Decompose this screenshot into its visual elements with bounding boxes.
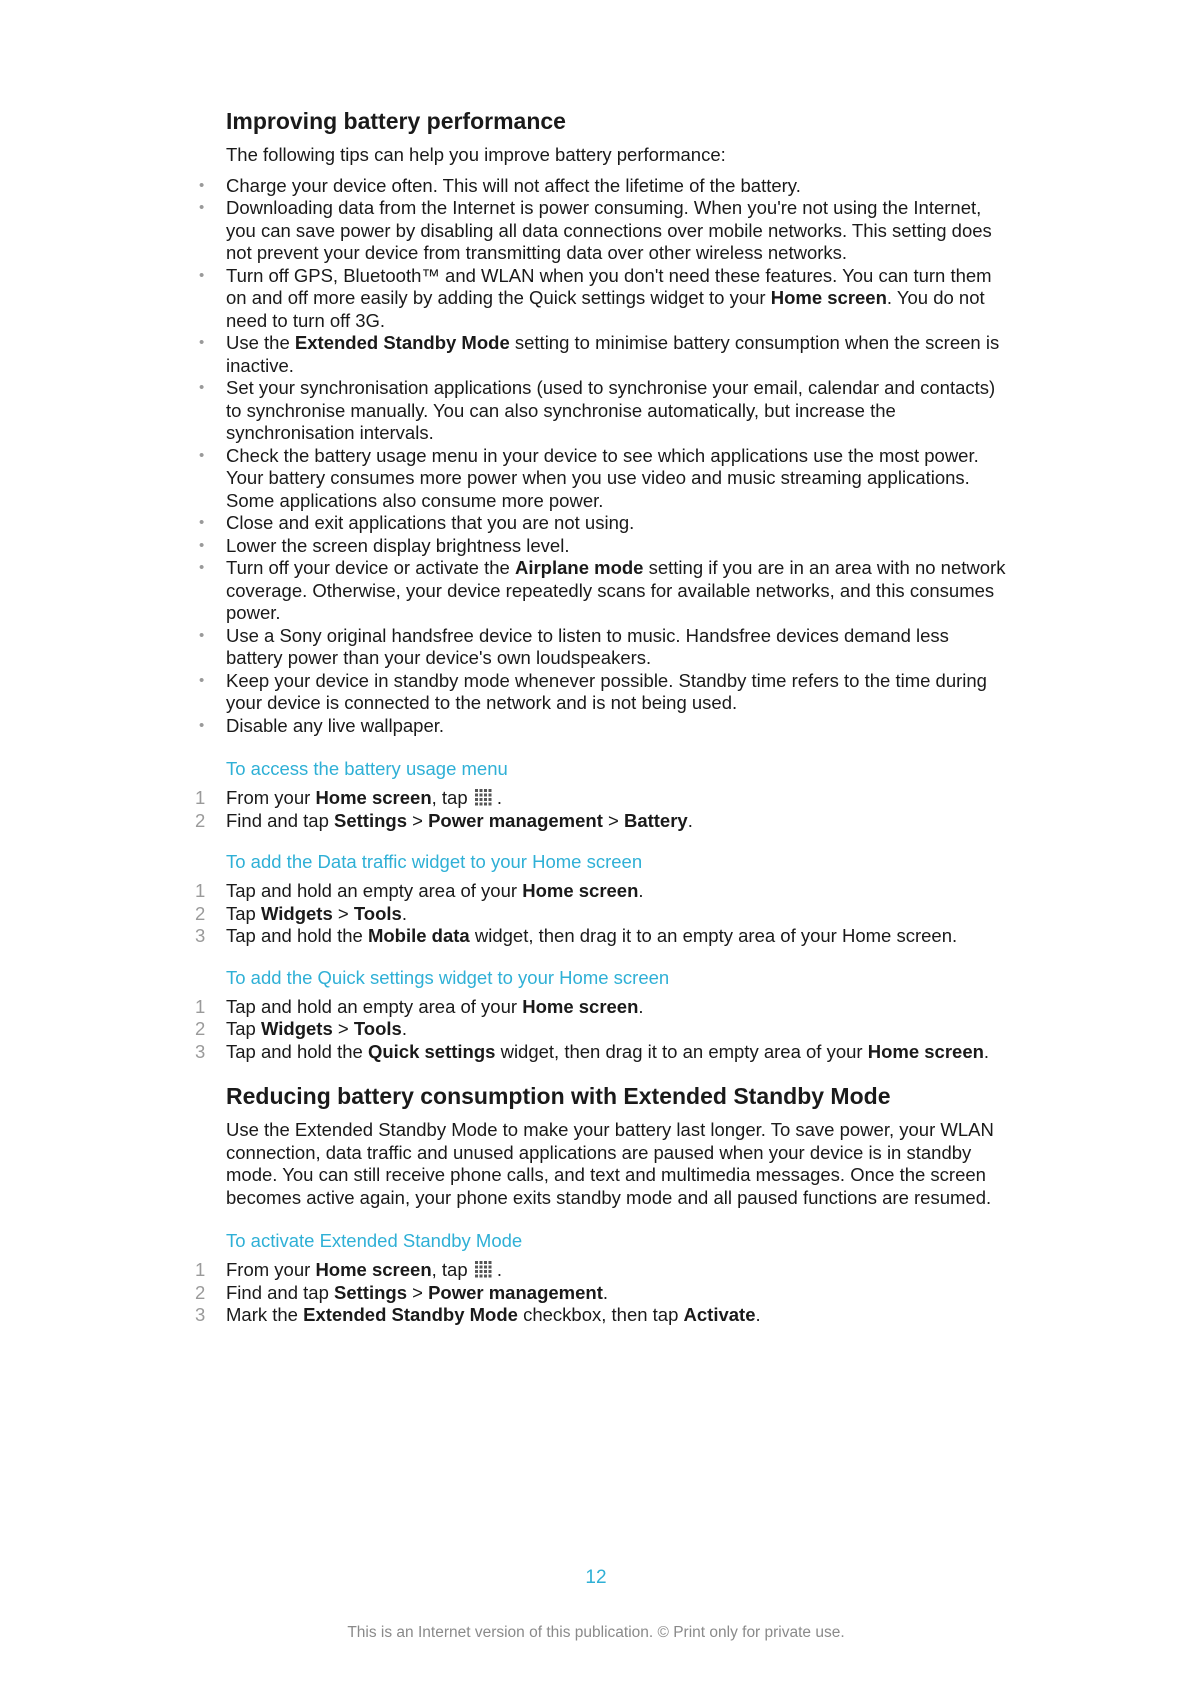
procedure-title-battery-usage: To access the battery usage menu (226, 758, 508, 779)
procedure-steps-quick-settings-widget (195, 995, 1006, 1064)
section-heading-battery-performance: Improving battery performance (226, 108, 566, 134)
step-item: 2 Tap Widgets > Tools. (195, 902, 407, 924)
step-number: 2 (195, 902, 206, 924)
footer-notice: This is an Internet version of this publication. © Print only for private use. (347, 1624, 845, 1641)
step-number: 1 (195, 880, 206, 901)
step-item: 1 Tap and hold an empty area of your Home screen. (195, 995, 644, 1017)
battery-tips-list (199, 174, 1006, 738)
procedure-steps-data-widget (195, 880, 1006, 948)
app-grid-icon (475, 789, 492, 806)
step-number: 3 (195, 1304, 206, 1325)
list-item: • Disable any live wallpaper. (199, 714, 445, 736)
bullet: • (199, 199, 205, 216)
bullet: • (199, 671, 205, 689)
bullet: • (199, 266, 205, 284)
step-number: 3 (195, 925, 206, 946)
list-item: • Use a Sony original handsfree device to listen to music. Handsfree devices demand less battery power than your device's own loudspeakers. (199, 624, 949, 668)
list-item: • Close and exit applications that you are not using. (199, 512, 635, 533)
bullet: • (199, 514, 205, 531)
step-number: 2 (195, 809, 206, 831)
step-number: 3 (195, 1040, 206, 1062)
bullet: • (199, 626, 205, 644)
step-number: 1 (195, 1259, 206, 1280)
procedure-title-quick-settings-widget: To add the Quick settings widget to your Home screen (226, 966, 670, 988)
step-number: 1 (195, 995, 206, 1017)
bullet: • (199, 176, 205, 194)
list-item: • Check the battery usage menu in your device to see which applications use the most power. Your battery consumes more power when you use video and music streaming applications. Some applications also consume more power. (199, 444, 979, 511)
bullet: • (199, 334, 205, 351)
procedure-steps-battery-usage (195, 787, 1006, 832)
procedure-title-data-widget: To add the Data traffic widget to your Home screen (226, 851, 643, 872)
step-item: 1 Tap and hold an empty area of your Home screen. (195, 880, 644, 901)
list-item: • Use the Extended Standby Mode setting to minimise battery consumption when the screen is inactive. (199, 332, 1000, 376)
step-item: 2 Tap Widgets > Tools. (195, 1018, 407, 1039)
step-item: 3 Mark the Extended Standby Mode checkbox, then tap Activate. (195, 1304, 761, 1325)
step-item: 1 From your Home screen, tap . (195, 1259, 503, 1280)
list-item: • Set your synchronisation applications (used to synchronise your email, calendar and contacts) to synchronise manually. You can also synchronise automatically, but increase the synchronisation intervals. (199, 377, 996, 443)
page-content (195, 106, 1006, 1345)
step-item: 1 From your Home screen, tap . (195, 787, 503, 808)
list-item: • Lower the screen display brightness level. (199, 534, 570, 556)
step-item: 2 Find and tap Settings > Power management. (195, 1281, 608, 1303)
bullet: • (199, 559, 205, 576)
procedure-title-activate-standby: To activate Extended Standby Mode (226, 1230, 523, 1251)
app-grid-icon (475, 1261, 492, 1278)
bullet: • (199, 379, 205, 396)
step-item: 2 Find and tap Settings > Power management > Battery. (195, 809, 693, 831)
step-number: 1 (195, 787, 206, 808)
list-item: • Charge your device often. This will not affect the lifetime of the battery. (199, 174, 801, 196)
list-item: • Turn off your device or activate the Airplane mode setting if you are in an area with no network coverage. Otherwise, your device repeatedly scans for available networks, and this consumes power. (199, 557, 1006, 623)
page-number: 12 (585, 1567, 607, 1588)
step-number: 2 (195, 1018, 206, 1039)
bullet: • (199, 446, 205, 464)
section-heading-extended-standby: Reducing battery consumption with Extended Standby Mode (226, 1083, 891, 1109)
section-body-extended-standby: Use the Extended Standby Mode to make your battery last longer. To save power, your WLAN connection, data traffic and unused applications are paused when your device is in standby mode. You can still receive phone calls, and text and multimedia messages. Once the screen becomes active again, your phone exits standby mode and all paused functions are resumed. (226, 1119, 994, 1208)
bullet: • (199, 716, 205, 734)
list-item: • Turn off GPS, Bluetooth™ and WLAN when you don't need these features. You can turn them on and off more easily by adding the Quick settings widget to your Home screen. You do not need to turn off 3G. (199, 264, 992, 331)
step-item: 3 Tap and hold the Mobile data widget, then drag it to an empty area of your Home screen. (195, 925, 958, 946)
step-number: 2 (195, 1281, 206, 1303)
procedure-steps-activate-standby (195, 1259, 1006, 1327)
section-intro: The following tips can help you improve battery performance: (226, 144, 726, 165)
list-item: • Downloading data from the Internet is power consuming. When you're not using the Internet, you can save power by disabling all data connections over mobile networks. This setting does not prevent your device from transmitting data over other wireless networks. (199, 197, 992, 263)
bullet: • (199, 536, 205, 554)
step-item: 3 Tap and hold the Quick settings widget, then drag it to an empty area of your Home screen. (195, 1040, 990, 1062)
list-item: • Keep your device in standby mode whenever possible. Standby time refers to the time during your device is connected to the network and is not being used. (199, 669, 987, 713)
